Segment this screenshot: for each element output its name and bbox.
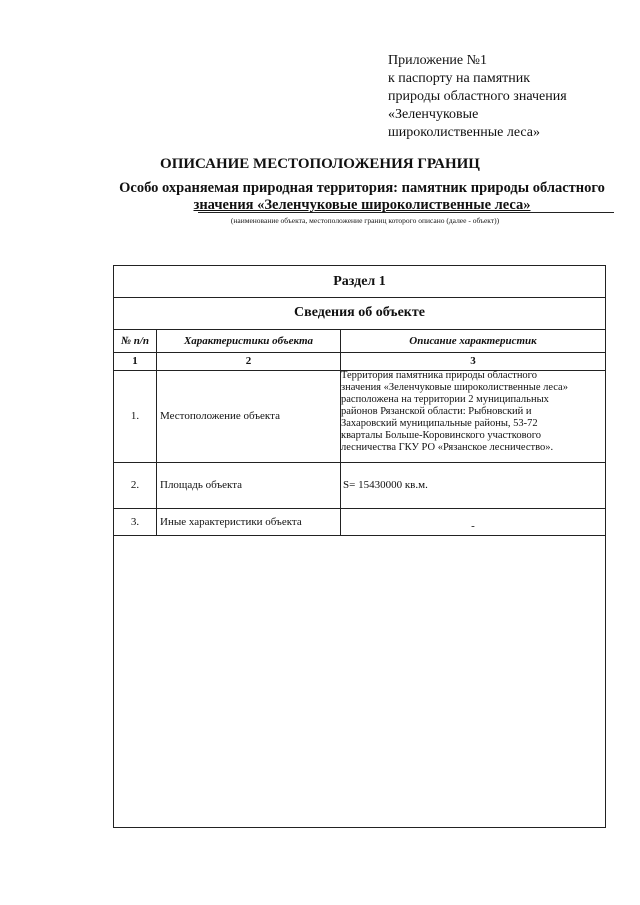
appendix-line: к паспорту на памятник xyxy=(388,71,531,86)
description-line: Захаровский муниципальные районы, 53-72 xyxy=(341,418,538,429)
subtitle-line-1: Особо охраняемая природная территория: памятник природы областного xyxy=(119,180,605,196)
header-characteristic: Характеристики объекта xyxy=(183,334,314,347)
subtitle-underline xyxy=(198,212,614,213)
description-line: расположена на территории 2 муниципальных xyxy=(341,394,549,405)
appendix-block xyxy=(388,52,567,142)
description-line: лесничества ГКУ РО «Рязанское лесничество». xyxy=(341,442,554,453)
divider xyxy=(114,535,605,536)
index-cell: 3 xyxy=(470,355,476,367)
header-num: № п/п xyxy=(120,334,150,347)
row-characteristic: Иные характеристики объекта xyxy=(160,515,302,528)
row-description: S= 15430000 кв.м. xyxy=(343,479,428,491)
index-cell: 1 xyxy=(132,355,138,367)
description-line: кварталы Больше-Коровинского участкового xyxy=(341,430,542,441)
row-description xyxy=(341,370,603,462)
header-description: Описание характеристик xyxy=(409,334,537,347)
subtitle-line-2: значения «Зеленчуковые широколиственные леса» xyxy=(193,197,531,213)
appendix-line: природы областного значения xyxy=(388,89,567,104)
row-num: 3. xyxy=(130,515,140,528)
description-line: Территория памятника природы областного xyxy=(341,370,537,381)
appendix-line: широколиственные леса» xyxy=(388,125,540,140)
description-line: районов Рязанской области: Рыбновский и xyxy=(341,406,532,417)
row-num: 1. xyxy=(130,410,140,422)
row-characteristic: Площадь объекта xyxy=(160,479,243,491)
index-cell: 2 xyxy=(245,355,252,367)
object-info-table xyxy=(113,265,606,828)
appendix-line: Приложение №1 xyxy=(388,53,487,68)
document-subtitle xyxy=(108,180,616,214)
row-description: - xyxy=(471,519,475,532)
description-line: значения «Зеленчуковые широколиственные леса» xyxy=(341,382,568,393)
row-characteristic: Местоположение объекта xyxy=(160,410,280,422)
object-heading: Сведения об объекте xyxy=(294,305,425,320)
appendix-line: «Зеленчуковые xyxy=(388,107,479,122)
subtitle-caption: (наименование объекта, местоположение границ которого описано (далее - объект)) xyxy=(230,216,500,225)
row-num: 2. xyxy=(130,479,140,491)
section-title: Раздел 1 xyxy=(333,274,386,289)
page-title: ОПИСАНИЕ МЕСТОПОЛОЖЕНИЯ ГРАНИЦ xyxy=(160,156,480,172)
